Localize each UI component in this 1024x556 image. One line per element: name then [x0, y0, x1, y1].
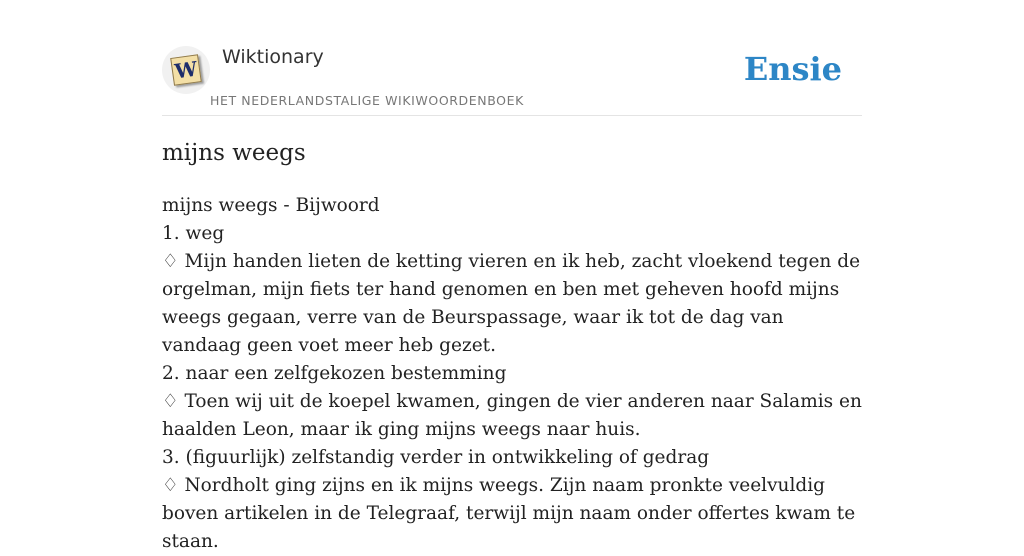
definition-3: 3. (figuurlijk) zelfstandig verder in ontwikkeling of gedrag	[162, 447, 710, 468]
site-name[interactable]: Wiktionary	[222, 46, 324, 68]
site-header	[162, 0, 862, 116]
wiktionary-logo[interactable]	[162, 46, 210, 94]
example-1: ♢ Mijn handen lieten de ketting vieren en ik heb, zacht vloekend tegen de orgelman, mijn fiets ter hand genomen en ben met geheven hoofd mijns weegs gegaan, verre van de Beurspassage, waar ik tot de dag van vandaag geen voet meer heb gezet.	[162, 251, 861, 356]
entry-heading-line: mijns weegs - Bijwoord	[162, 195, 380, 216]
site-tagline: HET NEDERLANDSTALIGE WIKIWOORDENBOEK	[210, 93, 524, 108]
example-2: ♢ Toen wij uit de koepel kwamen, gingen de vier anderen naar Salamis en haalden Leon, maar ik ging mijns weegs naar huis.	[162, 391, 862, 440]
page	[162, 0, 862, 552]
logo-tile-icon: W	[170, 54, 202, 86]
ensie-brand-logo[interactable]: Ensie	[743, 50, 842, 88]
definition-1: 1. weg	[162, 223, 225, 244]
entry-content	[162, 192, 862, 556]
definition-2: 2. naar een zelfgekozen bestemming	[162, 363, 507, 384]
example-3: ♢ Nordholt ging zijns en ik mijns weegs. Zijn naam pronkte veelvuldig boven artikelen in de Telegraaf, terwijl mijn naam onder offertes kwam te staan.	[162, 475, 856, 552]
entry-title: mijns weegs	[162, 140, 306, 166]
